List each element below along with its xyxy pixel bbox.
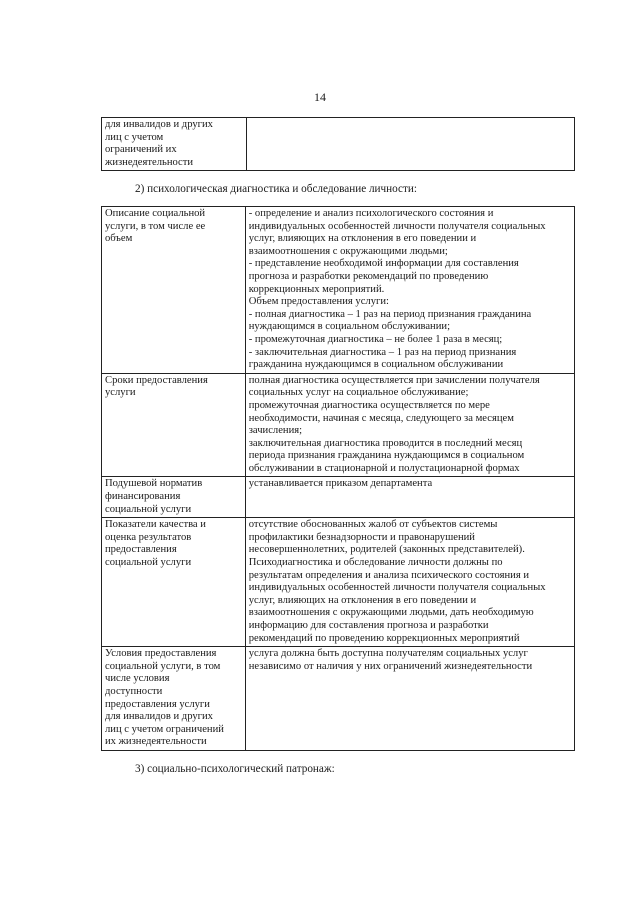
cell-line: услуги, в том числе ее: [105, 220, 206, 232]
cell-line: Объем предоставления услуги:: [248, 296, 389, 308]
cell-line: предоставления: [105, 544, 177, 556]
row-value-cell: [245, 373, 574, 477]
cell-line: - представление необходимой информации для составления: [248, 258, 519, 270]
cell-line: Описание социальной: [105, 208, 206, 219]
row-label-cell: [102, 647, 246, 751]
row-label-cell: [102, 477, 246, 518]
cell-line: - промежуточная диагностика – не более 1 раза в месяц;: [248, 333, 503, 345]
cell-line: предоставления услуги: [105, 698, 210, 710]
cell-line: индивидуальных особенностей личности получателя социальных: [248, 220, 546, 232]
row-label-cell: [102, 207, 246, 374]
row-label-cell: [102, 373, 246, 477]
cell-line: зачисления;: [248, 425, 303, 437]
cell-line: ограничений их: [105, 144, 177, 156]
row-value-cell: [245, 518, 574, 647]
cell-line: услуг, влияющих на отклонения в его поведении и: [248, 594, 477, 606]
service-table: [101, 206, 575, 751]
cell-line: отсутствие обоснованных жалоб от субъектов системы: [248, 519, 498, 531]
cell-line: Подушевой норматив: [105, 478, 203, 490]
table-row: [102, 518, 575, 647]
cell-line: объем: [105, 233, 133, 245]
cell-line: социальной услуги: [105, 503, 192, 515]
section-heading-3: 3) социально-психологический патронаж:: [135, 763, 335, 775]
cell-line: лиц с учетом ограничений: [105, 723, 224, 735]
cell-line: для инвалидов и других: [105, 119, 213, 130]
cell-line: периода признания гражданина нуждающимся в социальном: [248, 450, 525, 462]
cell-line: рекомендаций по проведению коррекционных мероприятий: [248, 632, 520, 644]
cell-line: результатам определения и анализа психического состояния и: [248, 569, 530, 581]
cell-line: жизнедеятельности: [105, 156, 194, 168]
cell-line: услуги: [105, 387, 136, 399]
cell-line: Психодиагностика и обследование личности должны по: [248, 557, 503, 569]
cell-line: Условия предоставления: [105, 648, 217, 660]
table-row: [102, 477, 575, 518]
cell-line: доступности: [105, 685, 163, 697]
row-value-cell: [245, 647, 574, 751]
cell-line: профилактики безнадзорности и правонарушений: [248, 531, 475, 543]
cell-line: взаимоотношения с окружающими людьми;: [248, 245, 448, 257]
cell-line: обслуживании в стационарной и полустационарной формах: [248, 462, 520, 474]
cell-line: услуг, влияющих на отклонения в его поведении и: [248, 233, 477, 245]
cell-line: необходимости, начиная с месяца, следующего за месяцем: [248, 412, 514, 424]
table-row: [102, 118, 575, 171]
cell-line: - полная диагностика – 1 раз на период признания гражданина: [248, 308, 532, 320]
page-number: 14: [314, 90, 326, 104]
cell-line: устанавливается приказом департамента: [248, 478, 433, 490]
cell-line: взаимоотношения с окружающими людьми, дать необходимую: [248, 607, 534, 619]
table-row: [102, 207, 575, 374]
row-label-cell: [102, 118, 247, 171]
row-value-cell: [245, 207, 574, 374]
cell-line: нуждающимся в социальном обслуживании;: [248, 321, 451, 333]
row-value-cell: [246, 118, 574, 171]
cell-line: полная диагностика осуществляется при зачислении получателя: [248, 374, 540, 386]
cell-line: лиц с учетом: [105, 131, 164, 143]
cell-line: социальных услуг на социальное обслуживание;: [248, 387, 469, 399]
cell-line: информацию для составления прогноза и разработки: [248, 620, 489, 631]
row-label-cell: [102, 518, 246, 647]
cell-line: для инвалидов и других: [105, 711, 213, 723]
cell-line: гражданина нуждающимся в социальном обслуживании: [248, 359, 504, 371]
cell-line: прогноза и разработки рекомендаций по проведению: [248, 270, 489, 282]
cell-line: независимо от наличия у них ограничений жизнедеятельности: [248, 660, 533, 672]
cell-line: их жизнедеятельности: [105, 736, 207, 748]
cell-line: социальной услуги, в том: [105, 660, 221, 672]
table-row: [102, 373, 575, 477]
cell-line: заключительная диагностика проводится в последний месяц: [248, 437, 523, 449]
continuation-table: [101, 117, 575, 171]
cell-line: социальной услуги: [105, 557, 192, 569]
cell-line: оценка результатов: [105, 531, 192, 543]
row-value-cell: [245, 477, 574, 518]
cell-line: услуга должна быть доступна получателям социальных услуг: [248, 648, 528, 660]
cell-line: несовершеннолетних, родителей (законных представителей).: [248, 544, 525, 556]
cell-line: числе условия: [105, 673, 170, 685]
cell-line: - определение и анализ психологического состояния и: [248, 208, 494, 219]
cell-line: коррекционных мероприятий.: [248, 283, 385, 295]
cell-line: - заключительная диагностика – 1 раз на период признания: [248, 346, 517, 358]
cell-line: индивидуальных особенностей личности получателя социальных: [248, 582, 546, 594]
cell-line: финансирования: [105, 491, 181, 503]
section-heading-2: 2) психологическая диагностика и обследование личности:: [135, 183, 417, 195]
cell-line: промежуточная диагностика осуществляется по мере: [248, 399, 490, 411]
table-row: [102, 647, 575, 751]
cell-line: Сроки предоставления: [105, 374, 208, 386]
cell-line: Показатели качества и: [105, 519, 206, 531]
